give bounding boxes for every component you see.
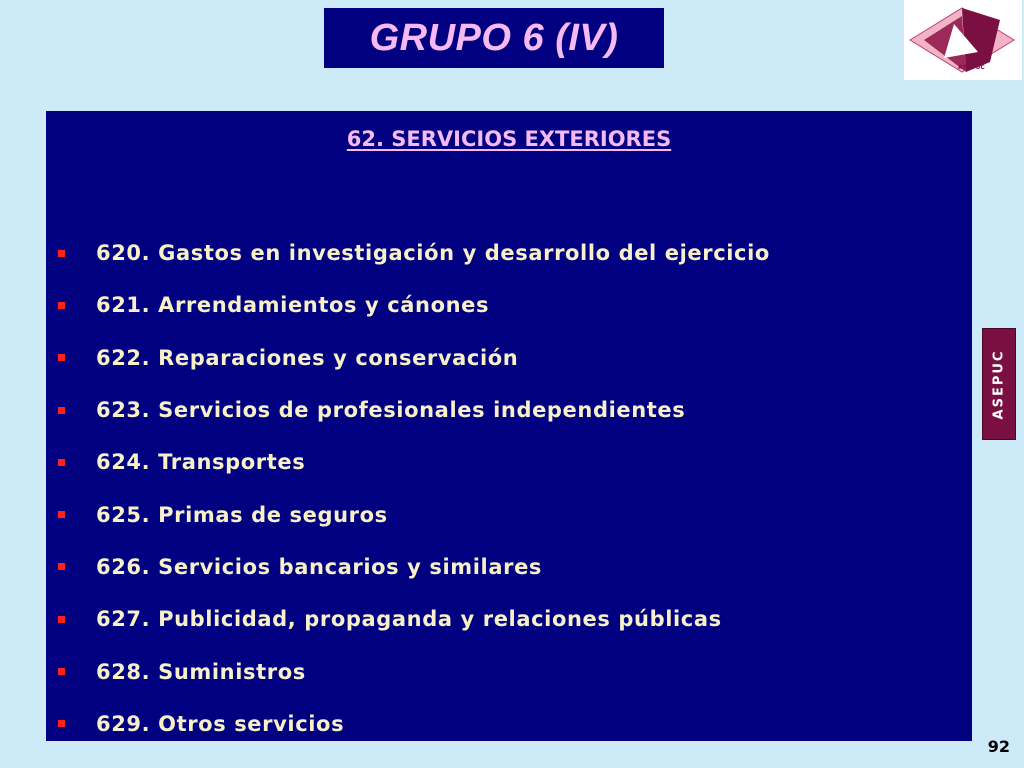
- logo-text: ASEPUC: [958, 64, 985, 71]
- list-item-label: 620. Gastos en investigación y desarrollo del ejercicio: [96, 241, 770, 266]
- square-bullet-icon: [58, 302, 65, 309]
- list-item: [58, 279, 770, 331]
- side-tag-label: ASEPUC: [991, 349, 1007, 419]
- list-item-label: 621. Arrendamientos y cánones: [96, 293, 490, 318]
- list-item: [58, 698, 770, 750]
- side-tag: [982, 328, 1016, 440]
- section-heading: 62. SERVICIOS EXTERIORES: [346, 127, 672, 151]
- list-item-label: 624. Transportes: [96, 450, 306, 475]
- list-item: [58, 332, 770, 384]
- list-item-label: 628. Suministros: [96, 659, 306, 684]
- slide-title: GRUPO 6 (IV): [369, 16, 619, 59]
- slide-title-box: [324, 8, 664, 68]
- list-item: [58, 384, 770, 436]
- list-item: [58, 436, 770, 488]
- list-item: [58, 593, 770, 645]
- square-bullet-icon: [58, 511, 65, 518]
- list-item: [58, 488, 770, 540]
- list-item-label: 629. Otros servicios: [96, 711, 345, 736]
- square-bullet-icon: [58, 563, 65, 570]
- square-bullet-icon: [58, 407, 65, 414]
- asepuc-logo-icon: [904, 0, 1022, 80]
- list-item-label: 622. Reparaciones y conservación: [96, 345, 519, 370]
- list-item-label: 627. Publicidad, propaganda y relaciones públicas: [96, 607, 722, 632]
- page-number: 92: [987, 737, 1010, 756]
- content-panel: [46, 111, 972, 741]
- list-item: [58, 227, 770, 279]
- square-bullet-icon: [58, 616, 65, 623]
- square-bullet-icon: [58, 354, 65, 361]
- list-item: [58, 541, 770, 593]
- list-item-label: 626. Servicios bancarios y similares: [96, 554, 543, 579]
- list-item-label: 623. Servicios de profesionales independientes: [96, 398, 686, 423]
- list-item: [58, 645, 770, 697]
- square-bullet-icon: [58, 250, 65, 257]
- square-bullet-icon: [58, 668, 65, 675]
- account-list: [58, 227, 770, 750]
- square-bullet-icon: [58, 459, 65, 466]
- square-bullet-icon: [58, 720, 65, 727]
- list-item-label: 625. Primas de seguros: [96, 502, 388, 527]
